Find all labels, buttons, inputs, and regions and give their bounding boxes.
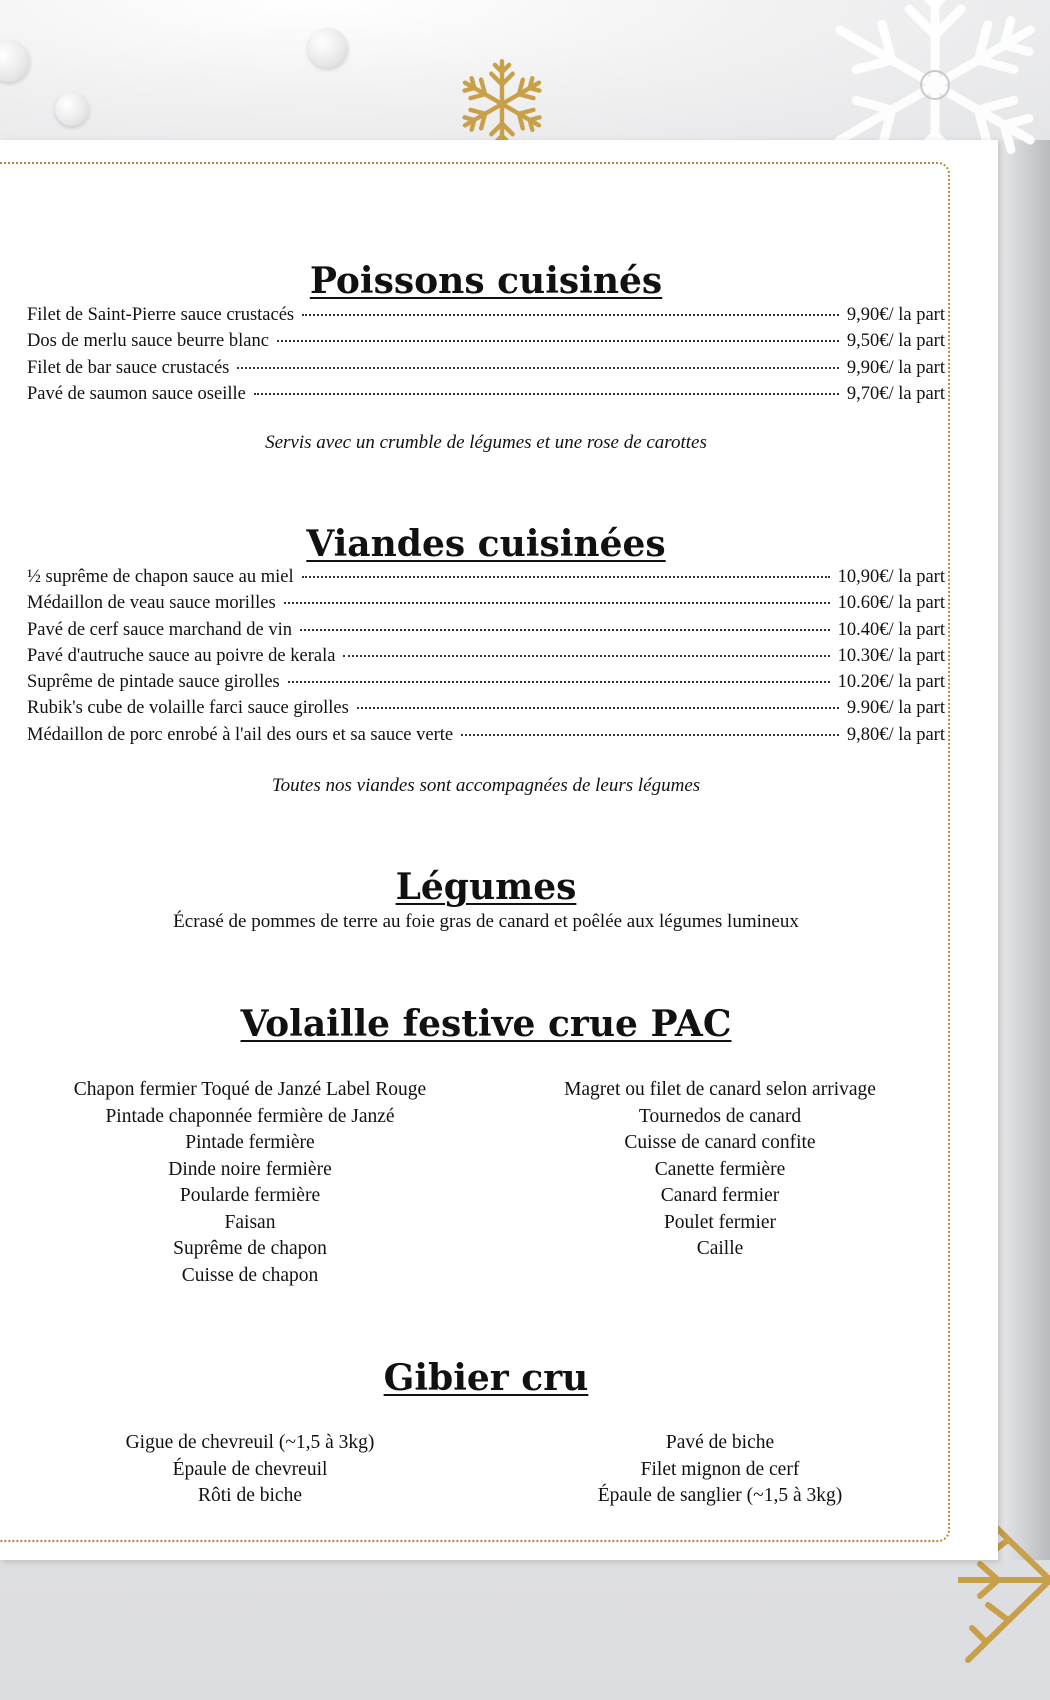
- list-item: [27, 305, 945, 331]
- legumes-description: Écrasé de pommes de terre au foie gras de canard et poêlée aux légumes lumineux: [173, 911, 799, 932]
- section-note-poissons: Servis avec un crumble de légumes et une rose de carottes: [265, 432, 707, 453]
- item-price: 10.20€/ la part: [837, 672, 945, 693]
- list-item: [27, 672, 945, 698]
- list-item: [27, 567, 945, 593]
- item-price: 9,90€/ la part: [846, 305, 945, 325]
- item-name: Pavé de saumon sauce oseille: [27, 383, 246, 404]
- dot-leader: [300, 629, 830, 631]
- list-item: Épaule de sanglier (~1,5 à 3kg): [597, 1485, 843, 1506]
- dot-leader: [343, 655, 829, 657]
- list-item: Tournedos de canard: [638, 1105, 802, 1127]
- ornament-bubble: [308, 28, 348, 68]
- dot-leader: [284, 602, 830, 604]
- section-title-gibier: Gibier cru: [383, 1357, 589, 1399]
- item-name: ½ suprême de chapon sauce au miel: [27, 567, 294, 587]
- dot-leader: [357, 707, 839, 709]
- item-name: Dos de merlu sauce beurre blanc: [27, 331, 269, 352]
- list-item: Poularde fermière: [179, 1185, 321, 1206]
- section-title-volaille: Volaille festive crue PAC: [240, 1003, 732, 1045]
- list-item: [27, 331, 945, 357]
- dot-leader: [237, 367, 838, 369]
- list-item: [27, 593, 945, 619]
- gibier-list-left: [20, 1430, 480, 1510]
- ornament-bubble: [55, 92, 89, 126]
- list-item: Gigue de chevreuil (~1,5 à 3kg): [125, 1432, 375, 1453]
- list-item: Magret ou filet de canard selon arrivage: [564, 1079, 876, 1100]
- item-name: Filet de bar sauce crustacés: [27, 357, 230, 378]
- list-item: Chapon fermier Toqué de Janzé Label Rouge: [73, 1079, 427, 1100]
- item-price: 10.60€/ la part: [837, 593, 945, 614]
- gold-snowflake-icon: [448, 56, 556, 152]
- item-price: 9,90€/ la part: [846, 357, 945, 378]
- list-item: Pavé de biche: [665, 1432, 775, 1453]
- section-title-viandes: Viandes cuisinées: [306, 523, 666, 565]
- list-item: [27, 384, 945, 410]
- list-item: Poulet fermier: [663, 1211, 777, 1233]
- item-name: Filet de Saint-Pierre sauce crustacés: [27, 305, 295, 325]
- list-item: Dinde noire fermière: [168, 1158, 332, 1180]
- list-item: Pintade chaponnée fermière de Janzé: [105, 1105, 395, 1127]
- volaille-list-left: [20, 1077, 480, 1289]
- item-name: Pavé d'autruche sauce au poivre de kerala: [27, 645, 336, 666]
- item-name: Pavé de cerf sauce marchand de vin: [27, 619, 293, 640]
- price-list-viandes: [27, 567, 945, 751]
- volaille-list-right: [490, 1077, 950, 1263]
- list-item: [27, 358, 945, 384]
- list-item: [27, 646, 945, 672]
- dot-leader: [254, 393, 839, 395]
- list-item: Canette fermière: [654, 1158, 786, 1180]
- item-name: Médaillon de veau sauce morilles: [27, 593, 276, 614]
- list-item: Rôti de biche: [198, 1485, 302, 1506]
- item-price: 9,50€/ la part: [846, 331, 945, 352]
- section-title-poissons: Poissons cuisinés: [309, 260, 663, 302]
- list-item: Cuisse de chapon: [181, 1264, 319, 1286]
- item-price: 10.30€/ la part: [837, 645, 945, 666]
- item-name: Suprême de pintade sauce girolles: [27, 672, 280, 693]
- list-item: Pintade fermière: [185, 1132, 315, 1153]
- item-price: 9,70€/ la part: [846, 383, 945, 404]
- list-item: [27, 725, 945, 751]
- gibier-list-right: [490, 1430, 950, 1510]
- section-note-viandes: Toutes nos viandes sont accompagnées de leurs légumes: [271, 775, 701, 796]
- dot-leader: [288, 681, 830, 683]
- dot-leader: [302, 576, 830, 578]
- item-price: 10.40€/ la part: [837, 619, 945, 640]
- list-item: Caille: [696, 1238, 744, 1259]
- list-item: Suprême de chapon: [173, 1238, 327, 1259]
- list-item: Canard fermier: [660, 1185, 780, 1206]
- dot-leader: [277, 340, 839, 342]
- item-name: Médaillon de porc enrobé à l'ail des ours et sa sauce verte: [27, 724, 454, 745]
- section-title-legumes: Légumes: [395, 866, 577, 908]
- item-price: 10,90€/ la part: [837, 567, 945, 587]
- dot-leader: [461, 734, 839, 736]
- price-list-poissons: [27, 305, 945, 410]
- list-item: Faisan: [224, 1211, 276, 1233]
- list-item: Épaule de chevreuil: [172, 1458, 328, 1480]
- item-price: 9,80€/ la part: [846, 724, 945, 745]
- item-price: 9.90€/ la part: [846, 698, 945, 719]
- dot-leader: [302, 314, 839, 316]
- item-name: Rubik's cube de volaille farci sauce girolles: [27, 698, 349, 719]
- list-item: Cuisse de canard confite: [624, 1132, 816, 1153]
- list-item: [27, 620, 945, 646]
- list-item: Filet mignon de cerf: [640, 1458, 800, 1480]
- list-item: [27, 698, 945, 724]
